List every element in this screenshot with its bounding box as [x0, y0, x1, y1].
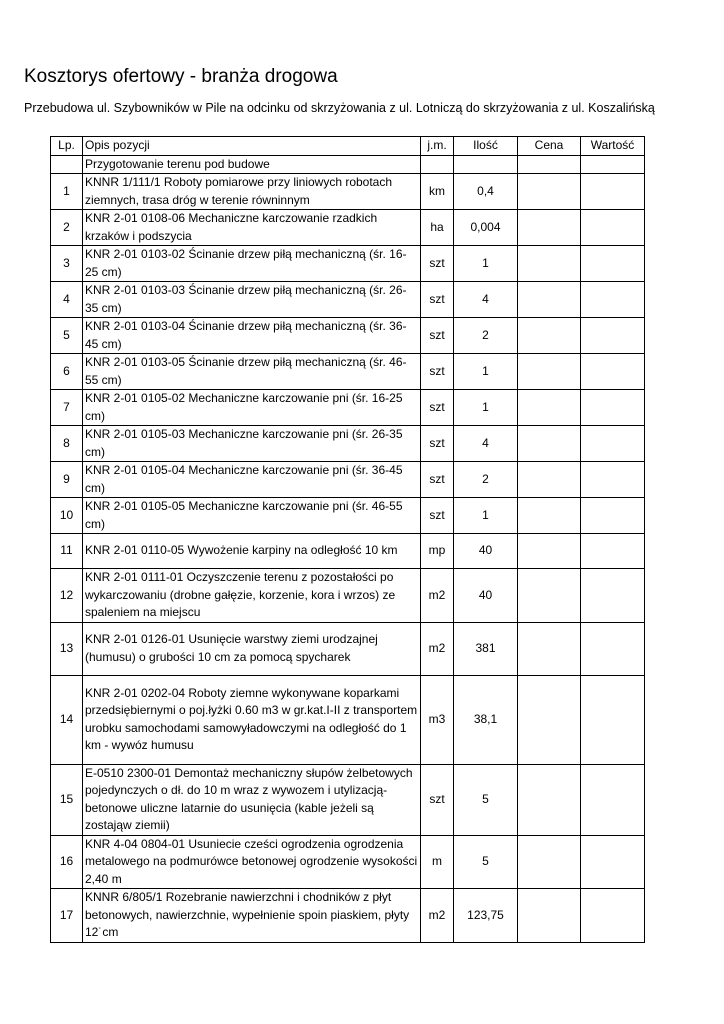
row-lp: 16	[51, 835, 83, 889]
row-cena	[518, 622, 581, 675]
header-jm: j.m.	[421, 137, 454, 156]
row-cena	[518, 174, 581, 210]
row-opis: KNR 2-01 0105-02 Mechaniczne karczowanie pni (śr. 16-25 cm)	[83, 390, 421, 426]
row-lp: 3	[51, 246, 83, 282]
row-wartosc	[581, 675, 645, 764]
header-wartosc: Wartość	[581, 137, 645, 156]
row-opis: KNR 2-01 0103-02 Ścinanie drzew piłą mechaniczną (śr. 16-25 cm)	[83, 246, 421, 282]
row-opis: KNR 2-01 0110-05 Wywożenie karpiny na odległość 10 km	[83, 534, 421, 569]
row-wartosc	[581, 569, 645, 623]
row-jm: m3	[421, 675, 454, 764]
header-opis: Opis pozycji	[83, 137, 421, 156]
row-lp: 7	[51, 390, 83, 426]
row-jm: szt	[421, 318, 454, 354]
row-lp: 14	[51, 675, 83, 764]
row-jm: szt	[421, 354, 454, 390]
category-jm-cell	[421, 155, 454, 174]
table-row	[51, 462, 645, 498]
table-row	[51, 675, 645, 764]
row-ilosc: 1	[454, 246, 518, 282]
row-lp: 6	[51, 354, 83, 390]
row-cena	[518, 462, 581, 498]
row-ilosc: 40	[454, 534, 518, 569]
table-row	[51, 354, 645, 390]
row-ilosc: 38,1	[454, 675, 518, 764]
row-opis: KNNR 1/111/1 Roboty pomiarowe przy liniowych robotach ziemnych, trasa dróg w terenie równinnym	[83, 174, 421, 210]
row-lp: 4	[51, 282, 83, 318]
row-jm: m	[421, 835, 454, 889]
row-jm: szt	[421, 498, 454, 534]
row-ilosc: 1	[454, 354, 518, 390]
row-lp: 12	[51, 569, 83, 623]
row-wartosc	[581, 354, 645, 390]
row-ilosc: 5	[454, 835, 518, 889]
row-lp: 9	[51, 462, 83, 498]
row-jm: szt	[421, 246, 454, 282]
document-title: Kosztorys ofertowy - branża drogowa	[24, 66, 338, 87]
row-opis: KNR 2-01 0108-06 Mechaniczne karczowanie rzadkich krzaków i podszycia	[83, 210, 421, 246]
row-ilosc: 5	[454, 764, 518, 835]
table-row	[51, 390, 645, 426]
row-opis: KNR 2-01 0105-05 Mechaniczne karczowanie pni (śr. 46-55 cm)	[83, 498, 421, 534]
row-cena	[518, 426, 581, 462]
category-row	[51, 155, 645, 174]
row-jm: mp	[421, 534, 454, 569]
table-row	[51, 210, 645, 246]
table-row	[51, 426, 645, 462]
table-row	[51, 835, 645, 889]
row-ilosc: 2	[454, 318, 518, 354]
row-wartosc	[581, 318, 645, 354]
row-opis: KNR 2-01 0105-04 Mechaniczne karczowanie pni (śr. 36-45 cm)	[83, 462, 421, 498]
table-row	[51, 764, 645, 835]
row-cena	[518, 210, 581, 246]
row-jm: km	[421, 174, 454, 210]
row-ilosc: 2	[454, 462, 518, 498]
row-wartosc	[581, 498, 645, 534]
row-lp: 13	[51, 622, 83, 675]
category-ilosc-cell	[454, 155, 518, 174]
row-lp: 1	[51, 174, 83, 210]
row-wartosc	[581, 534, 645, 569]
row-jm: m2	[421, 569, 454, 623]
row-lp: 2	[51, 210, 83, 246]
category-lp-cell	[51, 155, 83, 174]
table-row	[51, 174, 645, 210]
row-wartosc	[581, 622, 645, 675]
row-lp: 5	[51, 318, 83, 354]
row-opis: KNR 2-01 0103-05 Ścinanie drzew piłą mechaniczną (śr. 46-55 cm)	[83, 354, 421, 390]
row-jm: szt	[421, 282, 454, 318]
row-cena	[518, 318, 581, 354]
row-cena	[518, 354, 581, 390]
row-jm: ha	[421, 210, 454, 246]
row-ilosc: 0,4	[454, 174, 518, 210]
row-jm: m2	[421, 889, 454, 943]
row-opis: KNR 2-01 0103-04 Ścinanie drzew piłą mechaniczną (śr. 36-45 cm)	[83, 318, 421, 354]
category-wartosc-cell	[581, 155, 645, 174]
row-opis: KNNR 6/805/1 Rozebranie nawierzchni i chodników z płyt betonowych, nawierzchnie, wypełnienie spoin piaskiem, płyty 12˙cm	[83, 889, 421, 943]
row-jm: szt	[421, 764, 454, 835]
row-cena	[518, 675, 581, 764]
row-cena	[518, 569, 581, 623]
table-header-row	[51, 137, 645, 156]
table-row	[51, 889, 645, 943]
table-row	[51, 498, 645, 534]
row-wartosc	[581, 246, 645, 282]
row-opis: E-0510 2300-01 Demontaż mechaniczny słupów żelbetowych pojedynczych o dł. do 10 m wraz z wywozem i utylizacją- betonowe uliczne latarnie do usunięcia (kable jeżeli są zostająw ziemii)	[83, 764, 421, 835]
row-ilosc: 1	[454, 390, 518, 426]
category-label: Przygotowanie terenu pod budowe	[83, 155, 421, 174]
row-wartosc	[581, 282, 645, 318]
row-opis: KNR 2-01 0111-01 Oczyszczenie terenu z pozostałości po wykarczowaniu (drobne gałęzie, korzenie, kora i wrzos) ze spaleniem na miejscu	[83, 569, 421, 623]
row-ilosc: 0,004	[454, 210, 518, 246]
row-jm: m2	[421, 622, 454, 675]
row-jm: szt	[421, 426, 454, 462]
table-row	[51, 318, 645, 354]
cost-estimate-table	[50, 136, 645, 943]
row-ilosc: 381	[454, 622, 518, 675]
row-opis: KNR 2-01 0202-04 Roboty ziemne wykonywane koparkami przedsiębiernymi o poj.łyżki 0.60 m3 w gr.kat.I-II z transportem urobku samochodami samowyładowczymi na odległość do 1 km - wywóz humusu	[83, 675, 421, 764]
table-row	[51, 534, 645, 569]
header-lp: Lp.	[51, 137, 83, 156]
row-cena	[518, 764, 581, 835]
row-ilosc: 1	[454, 498, 518, 534]
row-lp: 11	[51, 534, 83, 569]
row-ilosc: 40	[454, 569, 518, 623]
row-ilosc: 4	[454, 426, 518, 462]
row-opis: KNR 2-01 0126-01 Usunięcie warstwy ziemi urodzajnej (humusu) o grubości 10 cm za pomocą spycharek	[83, 622, 421, 675]
row-wartosc	[581, 764, 645, 835]
document-subtitle: Przebudowa ul. Szybowników w Pile na odcinku od skrzyżowania z ul. Lotniczą do skrzyżowania z ul. Koszalińską	[24, 101, 655, 115]
row-cena	[518, 498, 581, 534]
row-opis: KNR 2-01 0105-03 Mechaniczne karczowanie pni (śr. 26-35 cm)	[83, 426, 421, 462]
row-cena	[518, 835, 581, 889]
row-lp: 8	[51, 426, 83, 462]
row-cena	[518, 282, 581, 318]
row-wartosc	[581, 889, 645, 943]
row-lp: 17	[51, 889, 83, 943]
header-ilosc: Ilość	[454, 137, 518, 156]
row-wartosc	[581, 462, 645, 498]
category-cena-cell	[518, 155, 581, 174]
row-cena	[518, 889, 581, 943]
row-wartosc	[581, 426, 645, 462]
row-cena	[518, 246, 581, 282]
table-row	[51, 622, 645, 675]
row-wartosc	[581, 835, 645, 889]
row-wartosc	[581, 390, 645, 426]
header-cena: Cena	[518, 137, 581, 156]
row-jm: szt	[421, 390, 454, 426]
row-jm: szt	[421, 462, 454, 498]
table-row	[51, 569, 645, 623]
row-cena	[518, 390, 581, 426]
row-wartosc	[581, 210, 645, 246]
row-ilosc: 4	[454, 282, 518, 318]
table-row	[51, 246, 645, 282]
table-row	[51, 282, 645, 318]
row-lp: 15	[51, 764, 83, 835]
row-ilosc: 123,75	[454, 889, 518, 943]
row-cena	[518, 534, 581, 569]
row-opis: KNR 4-04 0804-01 Usuniecie cześci ogrodzenia ogrodzenia metalowego na podmurówce betonowej ogrodzenie wysokości 2,40 m	[83, 835, 421, 889]
row-wartosc	[581, 174, 645, 210]
row-lp: 10	[51, 498, 83, 534]
row-opis: KNR 2-01 0103-03 Ścinanie drzew piłą mechaniczną (śr. 26-35 cm)	[83, 282, 421, 318]
